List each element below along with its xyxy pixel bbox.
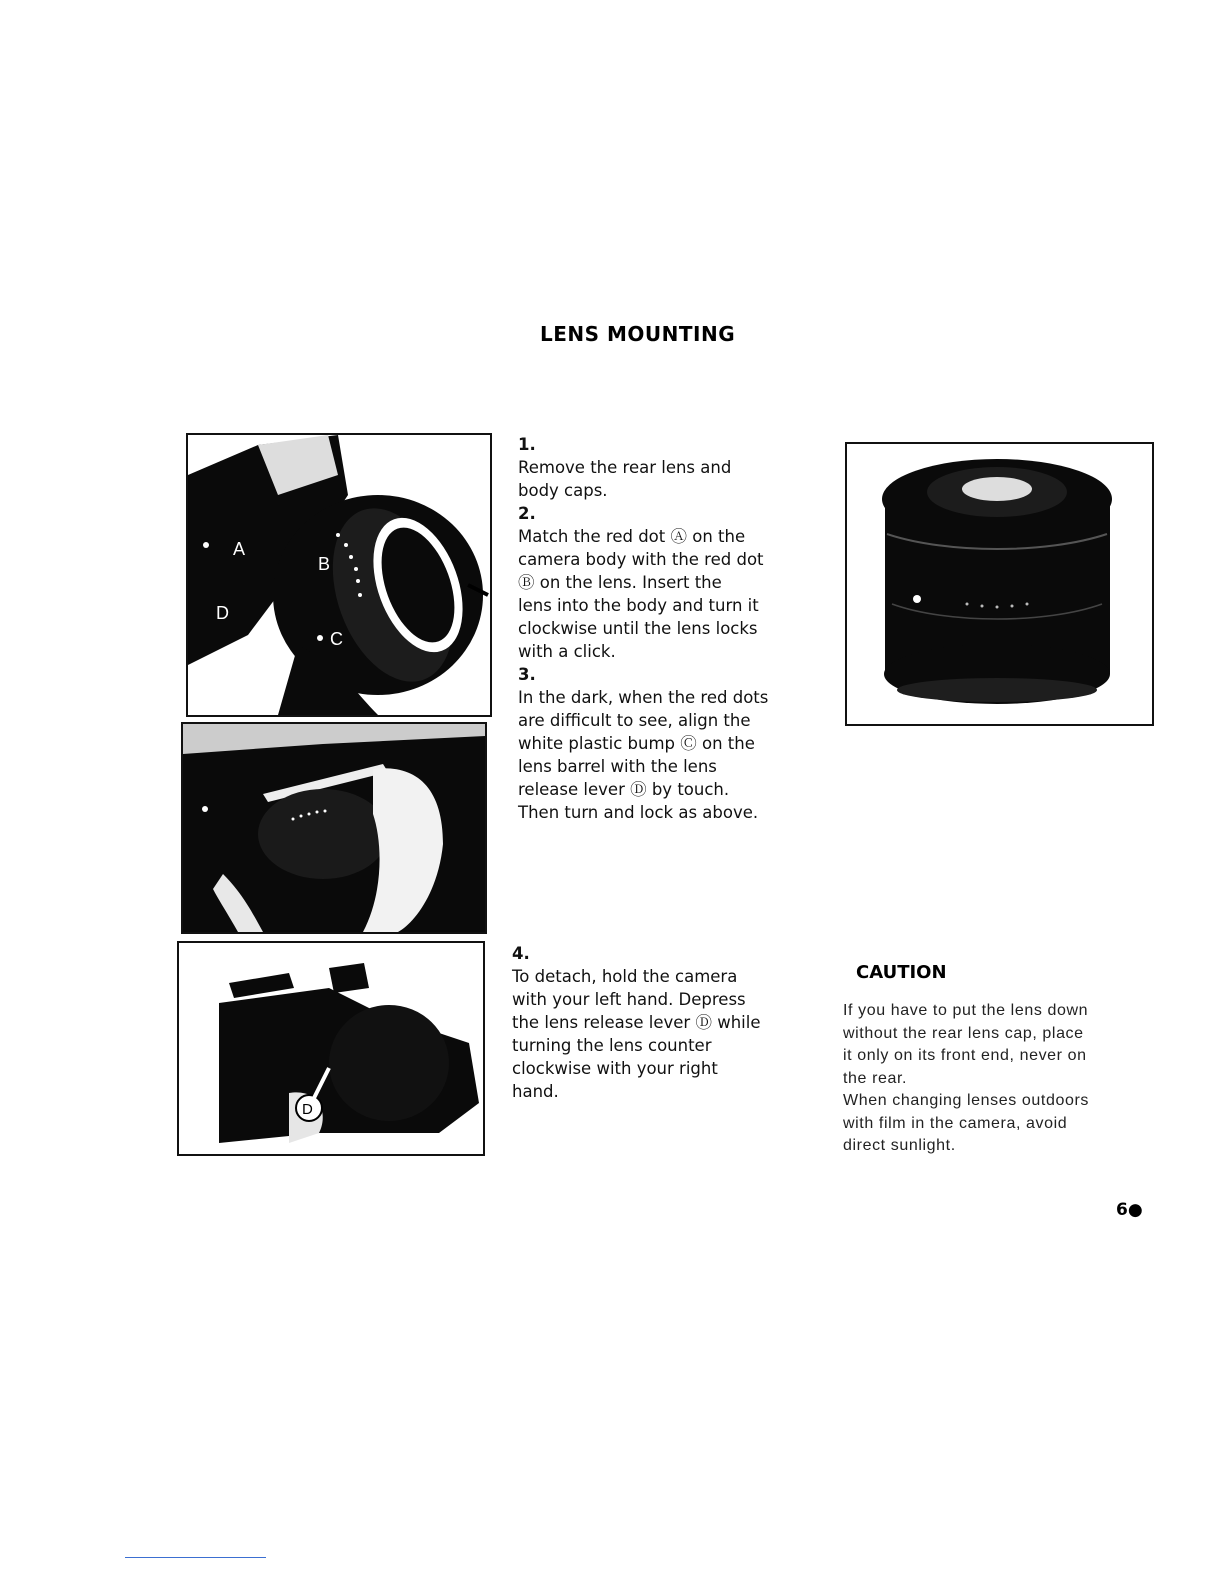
label-a: A <box>233 539 246 559</box>
step-1-text: Remove the rear lens and body caps. <box>518 458 732 500</box>
page-number: 6● <box>1116 1200 1143 1220</box>
step-4-text: To detach, hold the camera with your left hand. Depress the lens release lever Ⓓ while turning the lens counter clockwise with your right hand. <box>512 967 761 1101</box>
label-d: D <box>216 603 229 623</box>
caution-text: If you have to put the lens down without the rear lens cap, place it only on its front end, never on the rear. When changing lenses outdoors with film in the camera, avoid direct sunlight. <box>843 1002 1089 1154</box>
step-2-text: Match the red dot Ⓐ on the camera body with the red dot Ⓑ on the lens. Insert the lens into the body and turn it clockwise until the lens locks with a click. <box>518 527 764 661</box>
photo-detach-lens-image <box>179 943 483 1154</box>
photo-align-by-touch <box>181 722 487 934</box>
caution-title: CAUTION <box>856 962 947 983</box>
steps-1-3 <box>518 433 818 824</box>
step-3-number: 3. <box>518 665 536 684</box>
photo-lens-rear <box>845 442 1154 726</box>
step-4 <box>512 942 812 1103</box>
step-4-number: 4. <box>512 944 530 963</box>
photo-align-by-touch-image <box>183 724 485 932</box>
step-2-number: 2. <box>518 504 536 523</box>
photo-detach-lens <box>177 941 485 1156</box>
footer-rule <box>125 1557 266 1558</box>
page-title: LENS MOUNTING <box>540 322 736 346</box>
photo-lens-rear-image <box>847 444 1152 724</box>
step-1-number: 1. <box>518 435 536 454</box>
step-3-text: In the dark, when the red dots are difficult to see, align the white plastic bump Ⓒ on the lens barrel with the lens release lever Ⓓ by touch. Then turn and lock as above. <box>518 688 769 822</box>
label-c: C <box>330 629 343 649</box>
label-b: B <box>318 554 331 574</box>
photo-lens-mounting <box>186 433 492 717</box>
label-d-detach: D <box>302 1101 313 1118</box>
photo-lens-mounting-image <box>188 435 490 715</box>
